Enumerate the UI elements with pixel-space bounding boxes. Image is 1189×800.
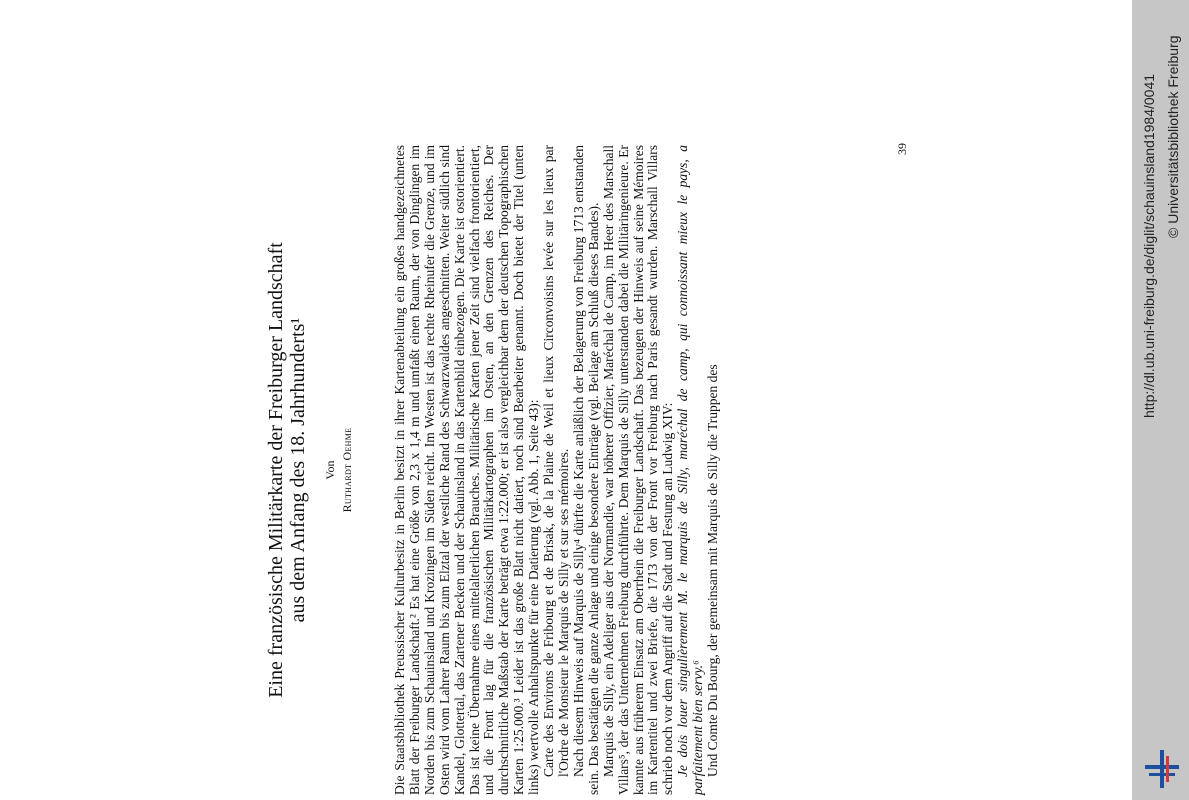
paragraph-du-bourg: Und Comte Du Bourg, der gemeinsam mit Marquis de Silly die Truppen des — [705, 364, 721, 777]
byline-von: Von — [323, 460, 337, 480]
library-logo-icon — [1141, 748, 1183, 790]
paragraph-silly-bio: Marquis de Silly, ein Adeliger aus der Normandie, war höherer Offizier, Maréchal de Camp, im Heer des Marschall Villars⁵, der das Unternehmen Freiburg durchführte. Dem Marquis de Silly unterstanden dabei die Militäringenieure. Er kannte aus früherem Einsatz am Oberrhein die Freiburger Landschaft. Das bezeugen der Hinweis auf seine Mémoires im Kartentitel und zwei Briefe, die 1713 von der Front vor Freiburg nach Paris gesandt wurden. Marschall Villars schrieb noch vor dem Angriff auf die Stadt und Festung an Ludwig XIV: — [600, 145, 676, 795]
paragraph-silly-hint: Nach diesem Hinweis auf Marquis de Silly⁴ dürfte die Karte anläßlich der Belagerung von Freiburg 1713 entstanden sein. Das bestätigen die ganze Anlage und einige besondere Einträge (vgl. Beilage am Schluß dieses Bandes). — [570, 145, 601, 795]
article-title-line-1: Eine französische Militärkarte der Freiburger Landschaft — [265, 242, 287, 698]
paragraph-intro: Die Staatsbibliothek Preussischer Kulturbesitz in Berlin besitzt in ihrer Kartenabteilung ein großes handgezeichnetes Blatt der Freiburger Landschaft.² Es hat eine Größe von 2,3 x 1,4 m und umfaßt einen Raum, der von Dinglingen im Norden bis zum Schauinsland und Krozingen im Süden reicht. Im Westen ist das rechte Rheinufer die Grenze, und im Osten wird vom Lahrer Raum bis zum Elztal der westliche Rand des Schwarzwaldes angeschnitten. Weiter südlich sind Kandel, Glottertal, das Zartener Becken und der Schauinsland in das Kartenbild einbezogen. Die Karte ist ostorientiert. Das ist keine Übernahme eines mittelalterlichen Brauches. Militärische Karten jener Zeit sind vielfach frontorientiert, und die Front lag für die französischen Militärkartographen im Osten, an den Grenzen des Reiches. Der durchschnittliche Maßstab der Karte beträgt etwa 1:22.000; er ist also vergleichbar dem der deutschen Topographischen Karten 1:25.000.³ Leider ist das große Blatt nicht datiert, noch sind Bearbeiter genannt. Doch bietet der Titel (unten links) wertvolle Anhaltspunkte für eine Datierung (vgl. Abb. 1, Seite 43): — [392, 145, 542, 795]
author-name: Ruthardt Oehme — [340, 427, 354, 513]
page-content — [265, 145, 925, 795]
paragraph-map-title-quote: Carte des Environs de Fribourg et de Brisak, de la Plaine de Weil et lieux Circonvoisins levée sur les lieux par l'Ordre de Monsieur le Marquis de Silly et sur ses mémoires. — [541, 145, 571, 777]
copyright-notice: © Universitätsbibliothek Freiburg — [1165, 35, 1181, 238]
article-title-line-2: aus dem Anfang des 18. Jahrhunderts¹ — [287, 317, 309, 623]
article-body — [393, 145, 721, 795]
page-number: 39 — [895, 143, 909, 155]
source-url[interactable]: http://dl.ub.uni-freiburg.de/diglit/schauinsland1984/0041 — [1141, 73, 1157, 418]
paragraph-villars-quote: Je dois louer singulièrement M. le marquis de Silly, maréchal de camp, qui connoissant mieux le pays, a parfaitement bien servy.⁶ — [675, 145, 706, 795]
